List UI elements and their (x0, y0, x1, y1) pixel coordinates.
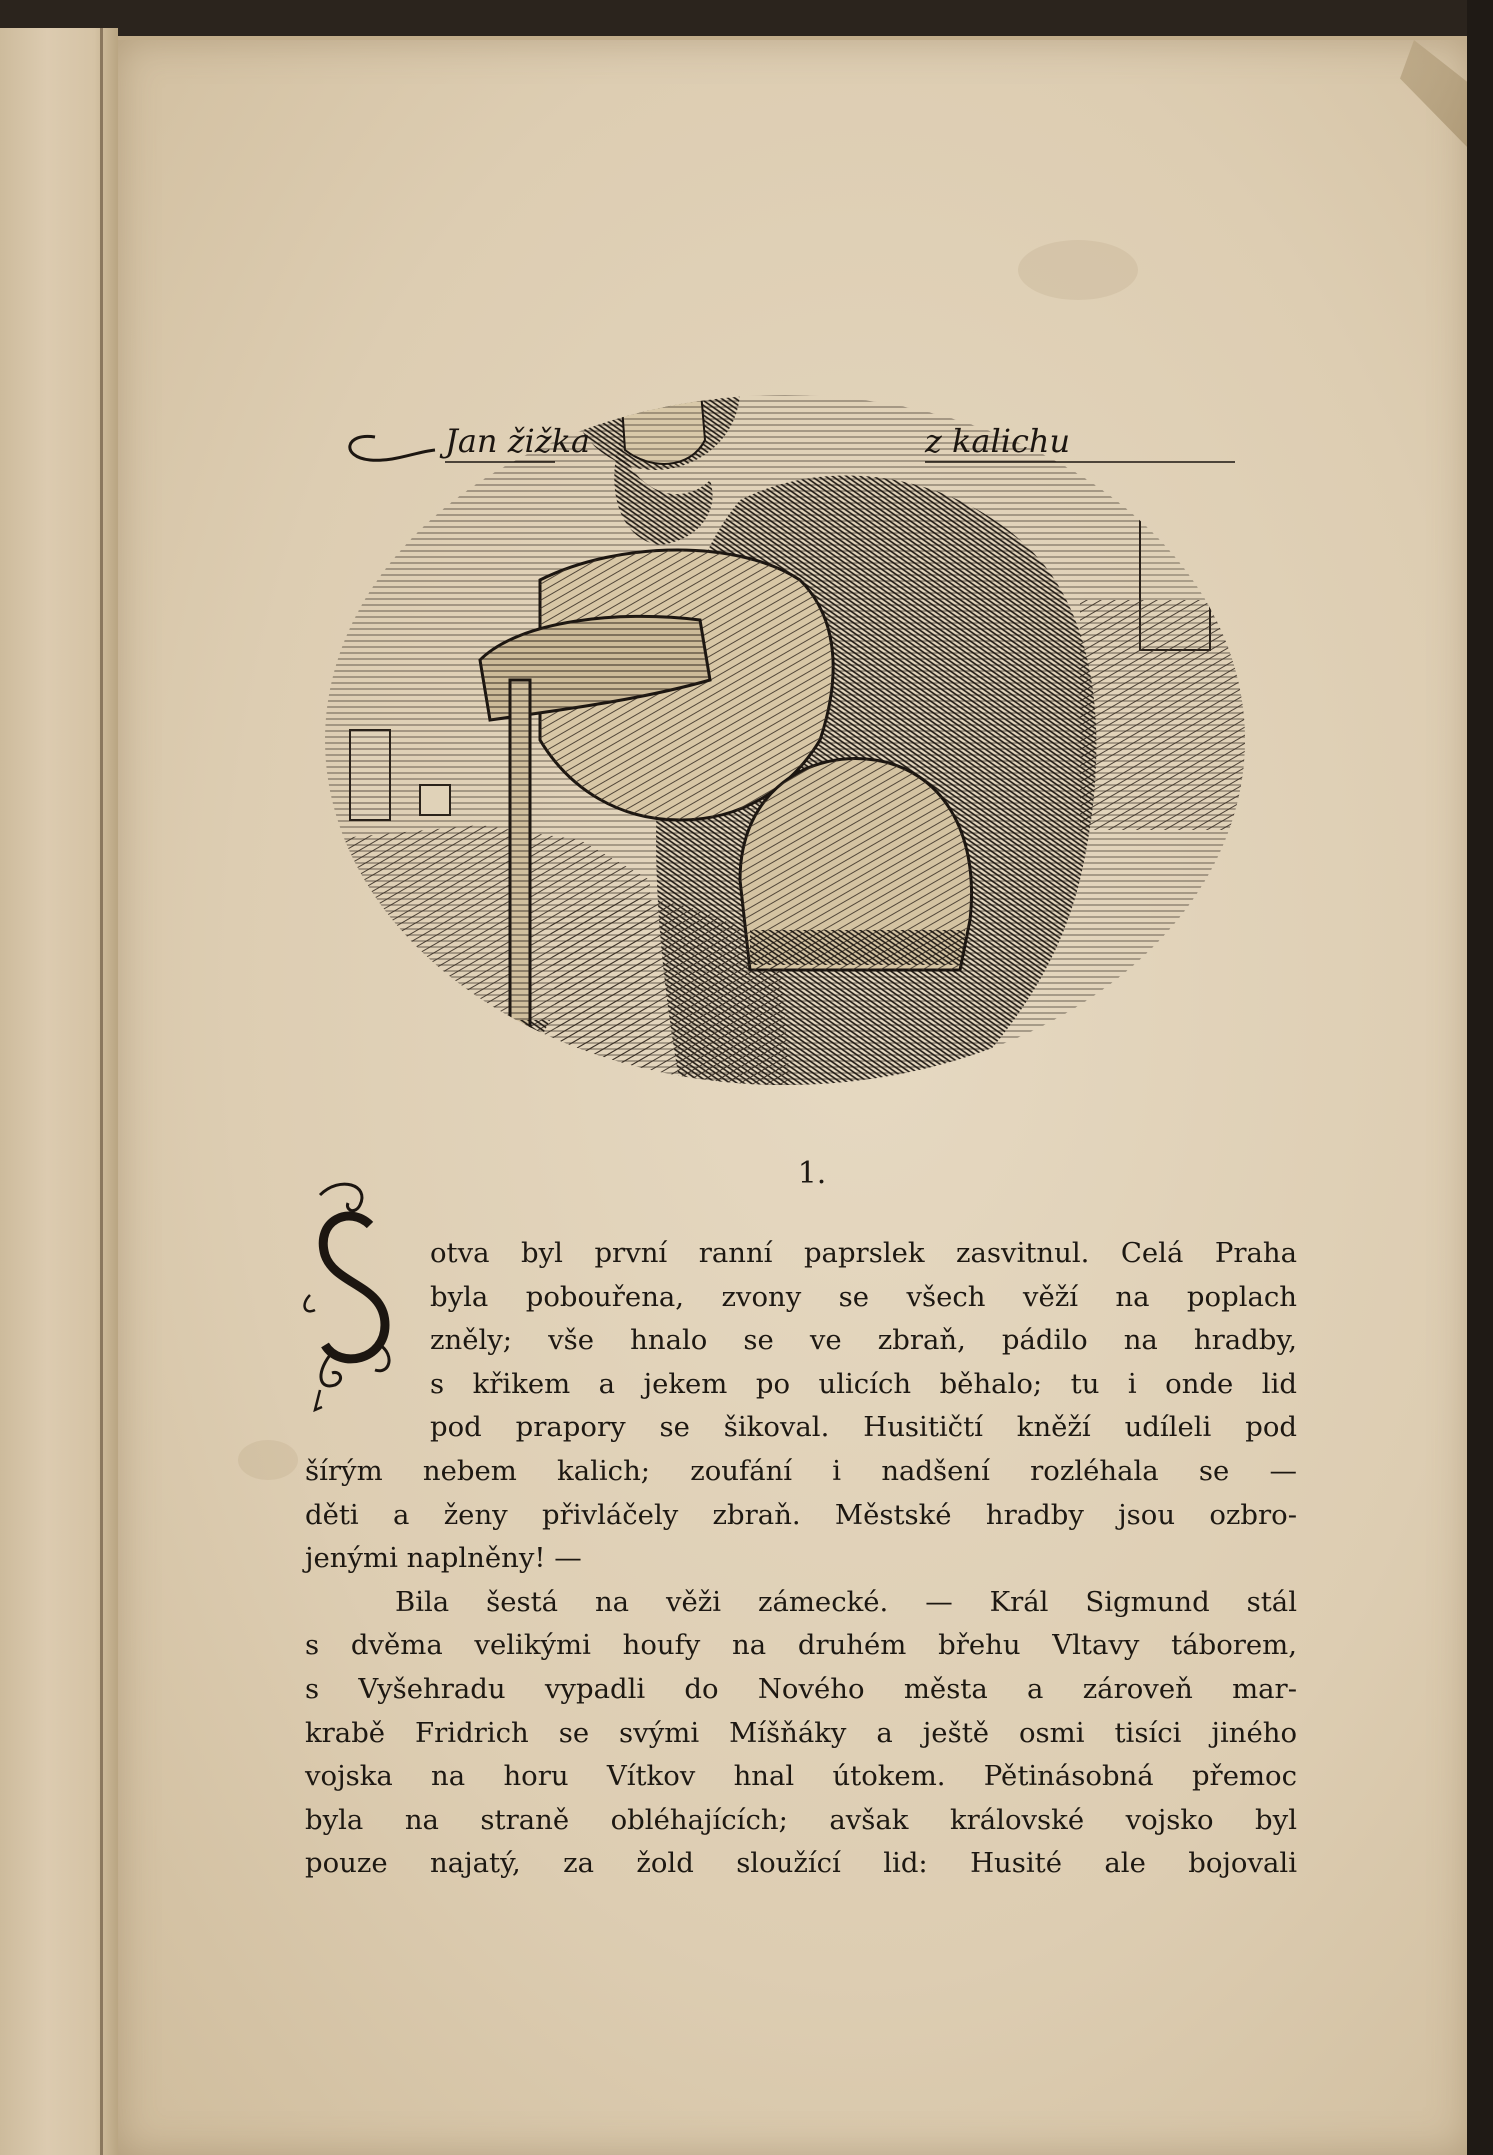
text-line: otva byl první ranní paprslek zasvitnul. Celá Praha (430, 1237, 1297, 1269)
svg-text:Jan žižka: Jan žižka (445, 422, 591, 460)
text-line: s křikem a jekem po ulicích běhalo; tu i onde lid (430, 1367, 1297, 1400)
text-line: Bila šestá na věži zámecké. — Král Sigmund stál (395, 1585, 1297, 1618)
text-line: vojska na horu Vítkov hnal útokem. Pětinásobná přemoc (305, 1760, 1297, 1793)
chapter-number: 1. (797, 1156, 827, 1191)
svg-text:z kalichu: z kalichu (925, 422, 1071, 460)
text-line: s dvěma velikými houfy na druhém břehu Vltavy táborem, (305, 1629, 1297, 1662)
scan-background-edge (1467, 0, 1493, 2155)
text-line: děti a ženy přivláčely zbraň. Městské hradby jsou ozbro- (305, 1498, 1297, 1531)
text-line: krabě Fridrich se svými Míšňáky a ještě osmi tisíci jiného (305, 1716, 1297, 1749)
text-line: byla pobouřena, zvony se všech věží na poplach (430, 1280, 1297, 1313)
text-line: jenými naplněny! — (305, 1542, 582, 1575)
text-line: s Vyšehradu vypadli do Nového města a zároveň mar- (305, 1672, 1297, 1705)
body-text (305, 1232, 1297, 1886)
text-line: byla na straně obléhajících; avšak královské vojsko byl (305, 1803, 1297, 1836)
knight-engraving (320, 320, 1255, 1085)
previous-page-edge (0, 28, 118, 2155)
text-line: šírým nebem kalich; zoufání i nadšení rozléhala se — (305, 1454, 1297, 1487)
text-line: pod prapory se šikoval. Husitičtí kněží udíleli pod (430, 1411, 1297, 1444)
text-line: pouze najatý, za žold sloužící lid: Husité ale bojovali (305, 1847, 1297, 1880)
text-line: zněly; vše hnalo se ve zbraň, pádilo na hradby, (430, 1324, 1297, 1357)
engraving-caption (335, 412, 1285, 462)
